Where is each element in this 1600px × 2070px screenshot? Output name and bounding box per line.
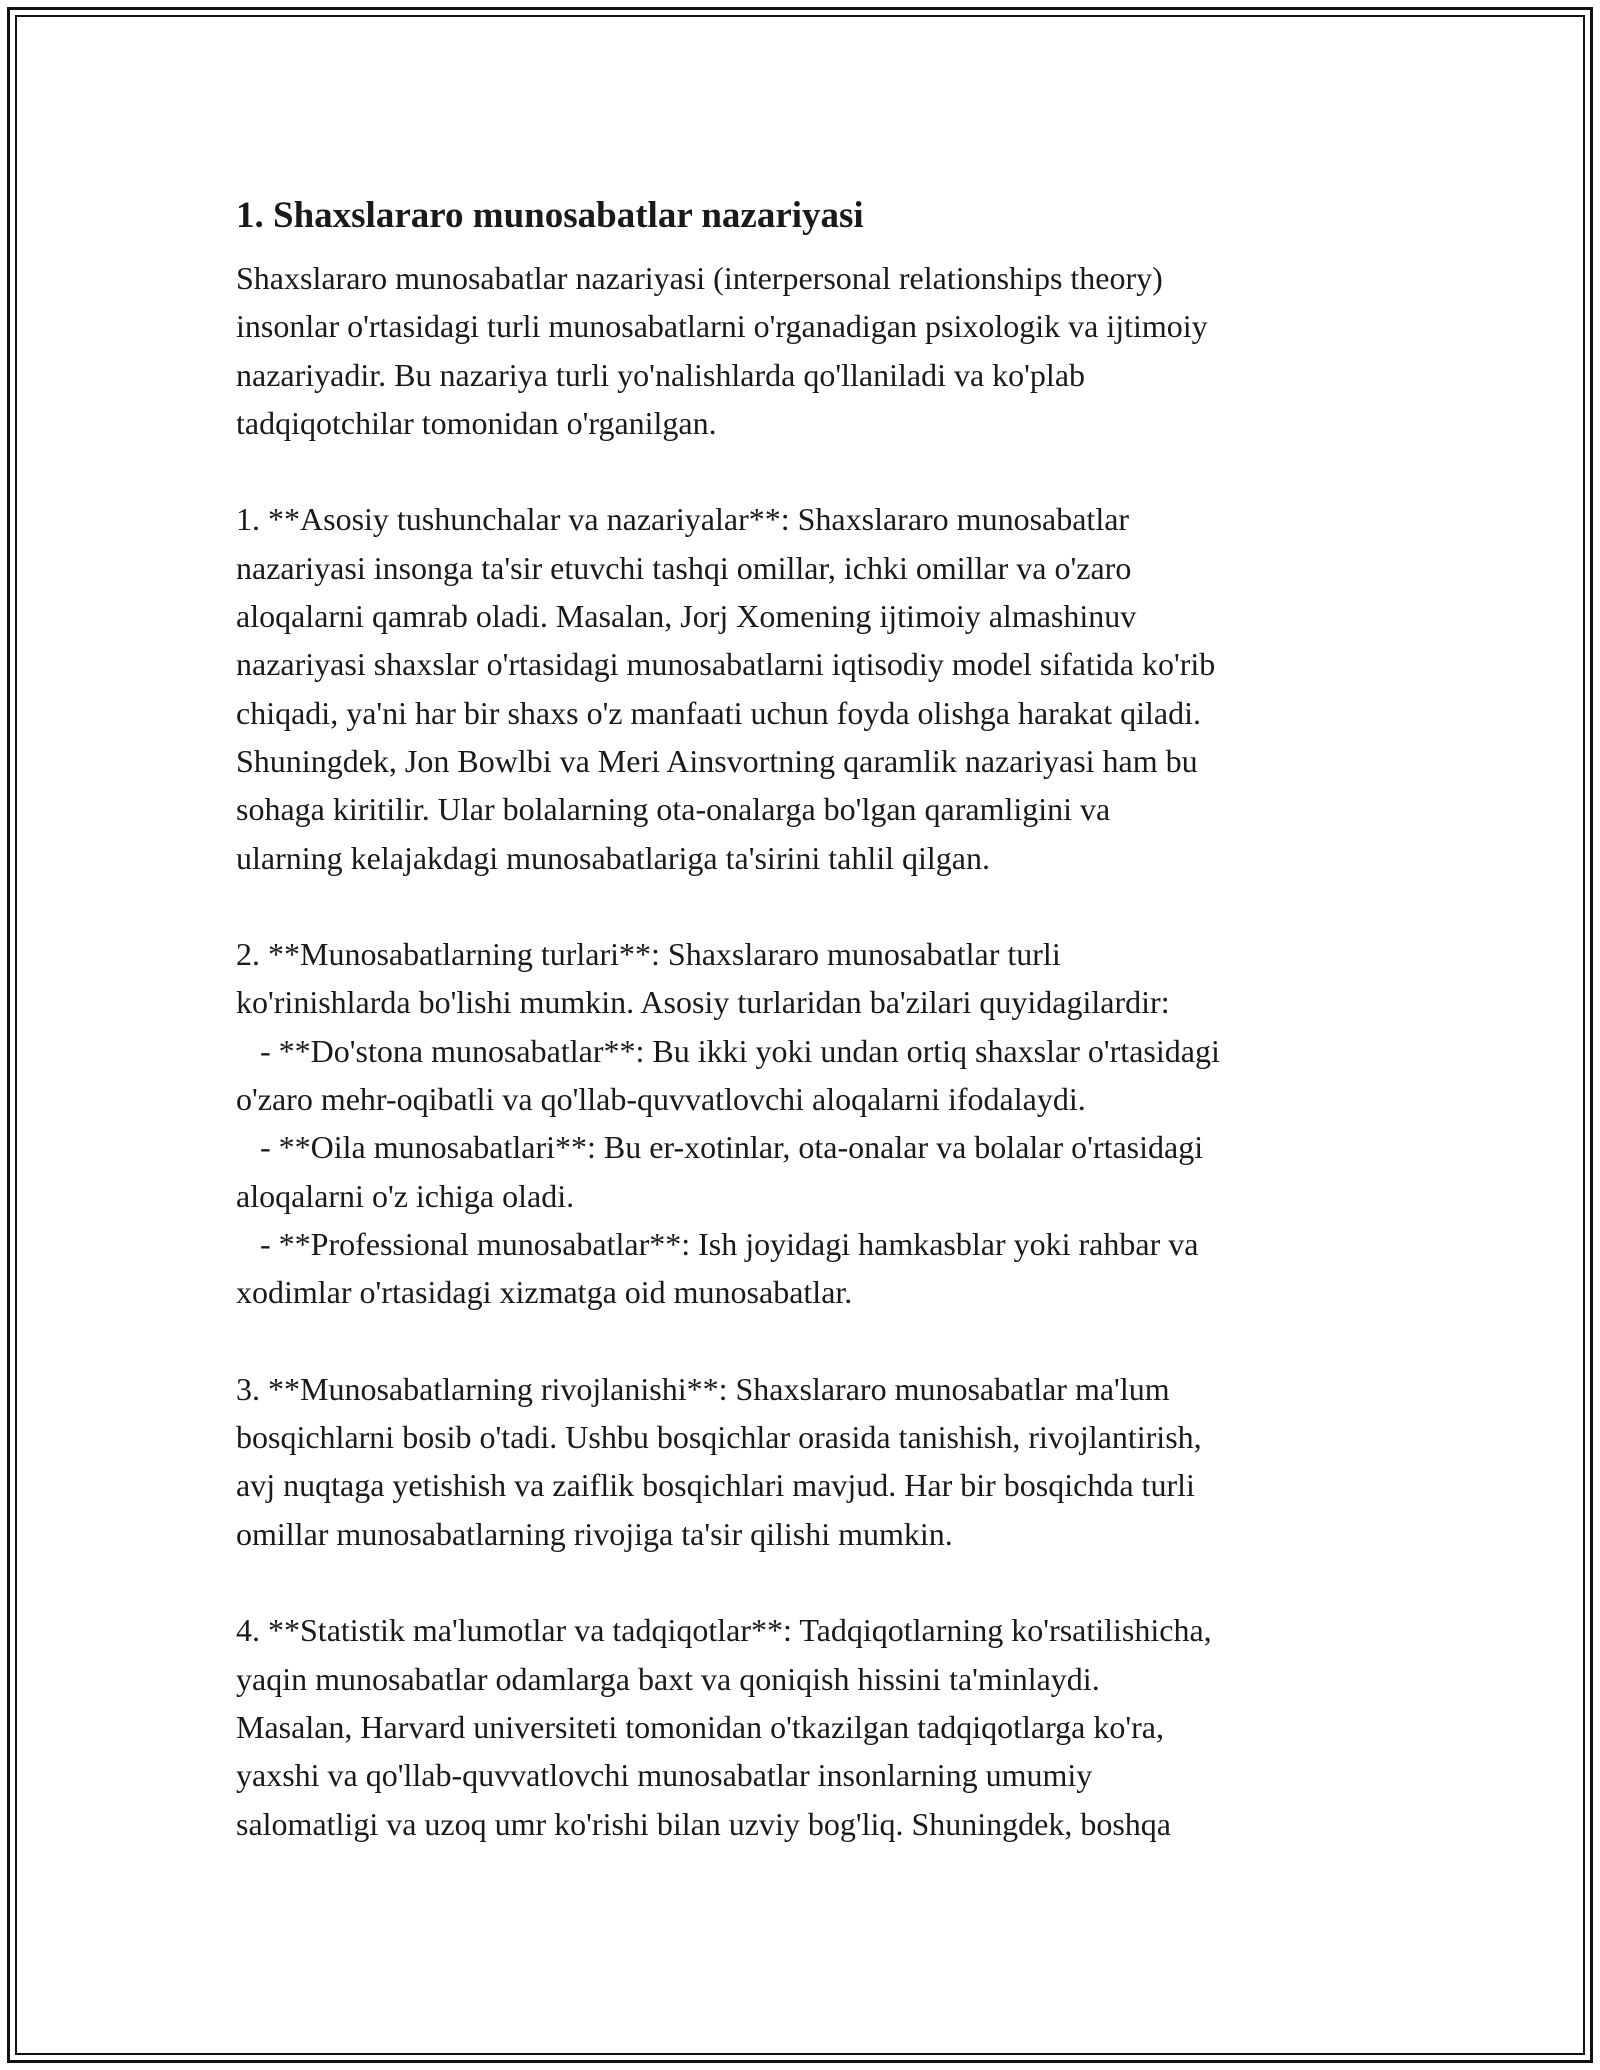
text-line: xodimlar o'rtasidagi xizmatga oid munosabatlar. [236,1274,853,1311]
text-line: 1. **Asosiy tushunchalar va nazariyalar**: Shaxslararo munosabatlar [236,501,1130,538]
text-line: avj nuqtaga yetishish va zaiflik bosqichlari mavjud. Har bir bosqichda turli [236,1467,1195,1504]
text-line: - **Professional munosabatlar**: Ish joyidagi hamkasblar yoki rahbar va [236,1225,1199,1262]
document-body [236,188,1376,1896]
text-line: 3. **Munosabatlarning rivojlanishi**: Shaxslararo munosabatlar ma'lum [236,1370,1170,1407]
text-line: insonlar o'rtasidagi turli munosabatlarni o'rganadigan psixologik va ijtimoiy [236,308,1208,345]
paragraph [236,1365,1376,1558]
text-line: ularning kelajakdagi munosabatlariga ta'sirini tahlil qilgan. [236,839,990,876]
text-line: Masalan, Harvard universiteti tomonidan o'tkazilgan tadqiqotlarga ko'ra, [236,1708,1164,1745]
text-line: ko'rinishlarda bo'lishi mumkin. Asosiy turlaridan ba'zilari quyidagilardir: [236,984,1170,1021]
paragraph [236,495,1376,881]
text-line: aloqalarni qamrab oladi. Masalan, Jorj Xomening ijtimoiy almashinuv [236,598,1137,635]
text-line: tadqiqotchilar tomonidan o'rganilgan. [236,404,717,441]
text-line: sohaga kiritilir. Ular bolalarning ota-onalarga bo'lgan qaramligini va [236,791,1111,828]
text-line: omillar munosabatlarning rivojiga ta'sir qilishi mumkin. [236,1515,953,1552]
paragraph-list [236,254,1376,1848]
text-line: nazariyasi shaxslar o'rtasidagi munosabatlarni iqtisodiy model sifatida ko'rib [236,646,1216,683]
text-line: 4. **Statistik ma'lumotlar va tadqiqotlar**: Tadqiqotlarning ko'rsatilishicha, [236,1612,1212,1649]
text-line: chiqadi, ya'ni har bir shaxs o'z manfaati uchun foyda olishga harakat qiladi. [236,694,1201,731]
text-line: Shaxslararo munosabatlar nazariyasi (interpersonal relationships theory) [236,260,1163,296]
text-line: yaxshi va qo'llab-quvvatlovchi munosabatlar insonlarning umumiy [236,1757,1093,1794]
paragraph [236,254,1376,447]
text-line: - **Do'stona munosabatlar**: Bu ikki yoki undan ortiq shaxslar o'rtasidagi [236,1032,1220,1069]
text-line: - **Oila munosabatlari**: Bu er-xotinlar, ota-onalar va bolalar o'rtasidagi [236,1129,1204,1166]
text-line: yaqin munosabatlar odamlarga baxt va qoniqish hissini ta'minlaydi. [236,1660,1100,1697]
text-line: salomatligi va uzoq umr ko'rishi bilan uzviy bog'liq. Shuningdek, boshqa [236,1805,1171,1842]
text-line: nazariyasi insonga ta'sir etuvchi tashqi omillar, ichki omillar va o'zaro [236,549,1132,586]
text-line: nazariyadir. Bu nazariya turli yo'nalishlarda qo'llaniladi va ko'plab [236,356,1086,393]
text-line: 2. **Munosabatlarning turlari**: Shaxslararo munosabatlar turli [236,936,1061,973]
paragraph [236,930,1376,1316]
paragraph [236,1606,1376,1847]
text-line: o'zaro mehr-oqibatli va qo'llab-quvvatlovchi aloqalarni ifodalaydi. [236,1081,1086,1118]
document-title: 1. Shaxslararo munosabatlar nazariyasi [236,195,864,236]
text-line: Shuningdek, Jon Bowlbi va Meri Ainsvortning qaramlik nazariyasi ham bu [236,742,1198,779]
text-line: bosqichlarni bosib o'tadi. Ushbu bosqichlar orasida tanishish, rivojlantirish, [236,1419,1202,1456]
text-line: aloqalarni o'z ichiga oladi. [236,1177,575,1214]
